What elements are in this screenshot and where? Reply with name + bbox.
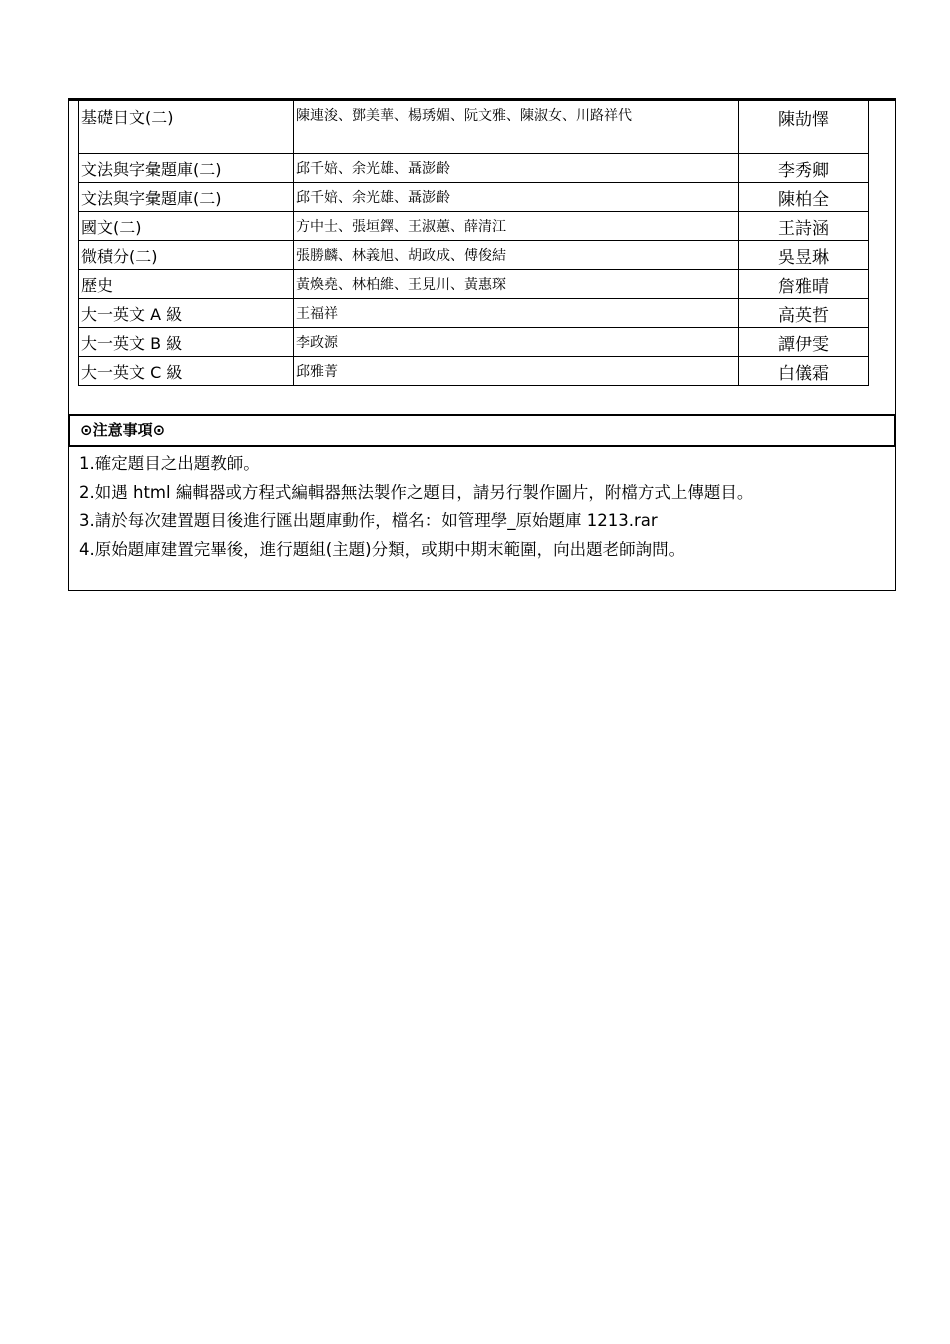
teachers-cell: 邱雅菁: [294, 357, 739, 386]
teachers-cell: 李政源: [294, 328, 739, 357]
course-cell: 國文(二): [79, 212, 294, 241]
table-row: [79, 328, 869, 357]
course-cell: 文法與字彙題庫(二): [79, 183, 294, 212]
editor-cell: 王詩涵: [739, 212, 869, 241]
course-cell: 文法與字彙題庫(二): [79, 154, 294, 183]
assignment-table: [78, 100, 869, 386]
notes-list: [79, 450, 889, 564]
table-row: [79, 101, 869, 154]
teachers-cell: 陳連浚、鄧美華、楊琇媚、阮文雅、陳淑女、川路祥代: [294, 101, 739, 154]
list-item: 2.如遇 html 編輯器或方程式編輯器無法製作之題目，請另行製作圖片，附檔方式上傳題目。: [79, 482, 754, 502]
editor-cell: 高英哲: [739, 299, 869, 328]
course-cell: 大一英文 B 級: [79, 328, 294, 357]
course-cell: 大一英文 C 級: [79, 357, 294, 386]
teachers-cell: 方中士、張垣鐸、王淑蕙、薛清江: [294, 212, 739, 241]
table-row: [79, 154, 869, 183]
table-row: [79, 183, 869, 212]
editor-cell: 陳劼懌: [739, 101, 869, 154]
editor-cell: 吳昱琳: [739, 241, 869, 270]
editor-cell: 譚伊雯: [739, 328, 869, 357]
list-item: 1.確定題目之出題教師。: [79, 454, 260, 473]
teachers-cell: 黃煥堯、林柏維、王見川、黃惠琛: [294, 270, 739, 299]
course-cell: 微積分(二): [79, 241, 294, 270]
table-row: [79, 299, 869, 328]
editor-cell: 白儀霜: [739, 357, 869, 386]
list-item: 3.請於每次建置題目後進行匯出題庫動作，檔名：如管理學_原始題庫 1213.rar: [79, 511, 658, 530]
editor-cell: 陳柏全: [739, 183, 869, 212]
table-row: [79, 241, 869, 270]
table-row: [79, 357, 869, 386]
course-cell: 基礎日文(二): [79, 101, 294, 154]
table-row: [79, 212, 869, 241]
teachers-cell: 邱千婄、余光雄、聶澎齡: [294, 183, 739, 212]
course-cell: 歷史: [79, 270, 294, 299]
teachers-cell: 張勝麟、林義旭、胡政成、傅俊結: [294, 241, 739, 270]
editor-cell: 詹雅晴: [739, 270, 869, 299]
editor-cell: 李秀卿: [739, 154, 869, 183]
teachers-cell: 王福祥: [294, 299, 739, 328]
notes-title: ⊙注意事項⊙: [68, 414, 896, 447]
table-row: [79, 270, 869, 299]
list-item: 4.原始題庫建置完畢後，進行題組(主題)分類，或期中期末範圍，向出題老師詢問。: [79, 539, 686, 559]
teachers-cell: 邱千婄、余光雄、聶澎齡: [294, 154, 739, 183]
course-cell: 大一英文 A 級: [79, 299, 294, 328]
